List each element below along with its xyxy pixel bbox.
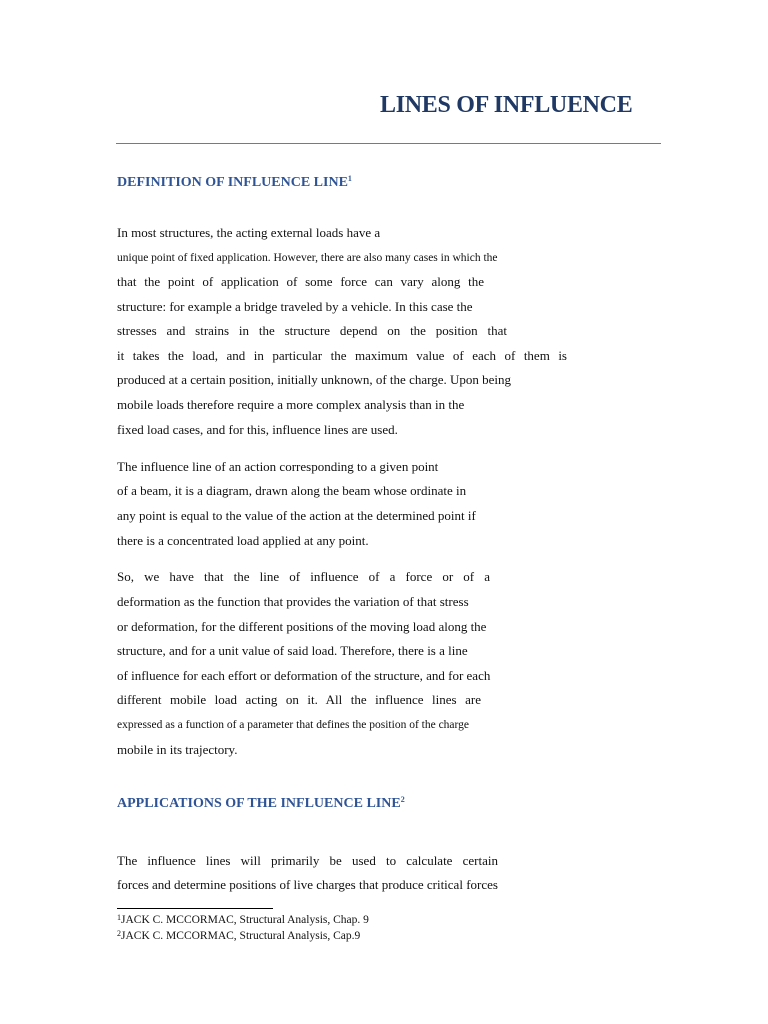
section-heading-definition xyxy=(117,175,352,191)
footnote-ref: 1 xyxy=(347,174,352,183)
text-line: mobile loads therefore require a more complex analysis than in the xyxy=(117,397,465,412)
text-line: produced at a certain position, initially unknown, of the charge. Upon being xyxy=(117,372,511,387)
text-line: stresses and strains in the structure depend on the position that xyxy=(117,323,507,338)
text-line: deformation as the function that provides the variation of that stress xyxy=(117,594,469,609)
text-line: it takes the load, and in particular the maximum value of each of them is xyxy=(117,348,567,363)
text-line: there is a concentrated load applied at any point. xyxy=(117,533,369,548)
section-heading-applications xyxy=(117,796,405,812)
footnote-number: 1 xyxy=(117,913,121,922)
text-line: structure, and for a unit value of said load. Therefore, there is a line xyxy=(117,643,468,658)
footnote-2 xyxy=(117,930,360,942)
title-divider xyxy=(116,143,661,144)
footnote-number: 2 xyxy=(117,929,121,938)
footnote-divider xyxy=(117,908,273,909)
footnote-ref: 2 xyxy=(400,795,405,804)
page-title: LINES OF INFLUENCE xyxy=(380,92,633,118)
text-line: mobile in its trajectory. xyxy=(117,742,238,757)
text-line: fixed load cases, and for this, influence lines are used. xyxy=(117,422,398,437)
text-line: any point is equal to the value of the action at the determined point if xyxy=(117,508,476,523)
text-line: structure: for example a bridge traveled by a vehicle. In this case the xyxy=(117,299,473,314)
text-line: The influence line of an action corresponding to a given point xyxy=(117,459,439,474)
text-line: In most structures, the acting external loads have a xyxy=(117,225,381,240)
text-line: forces and determine positions of live charges that produce critical forces xyxy=(117,877,498,892)
text-line: expressed as a function of a parameter that defines the position of the charge xyxy=(117,719,470,731)
text-line: The influence lines will primarily be used to calculate certain xyxy=(117,853,498,868)
section-heading-text: DEFINITION OF INFLUENCE LINE xyxy=(117,175,348,190)
text-line: So, we have that the line of influence of a force or of a xyxy=(117,569,490,584)
text-line: different mobile load acting on it. All the influence lines are xyxy=(117,692,481,707)
footnote-text: JACK C. MCCORMAC, Structural Analysis, Chap. 9 xyxy=(121,914,369,926)
section-heading-text: APPLICATIONS OF THE INFLUENCE LINE xyxy=(117,796,401,811)
text-line: that the point of application of some force can vary along the xyxy=(117,274,484,289)
text-line: unique point of fixed application. However, there are also many cases in which the xyxy=(117,252,498,264)
text-line: or deformation, for the different positions of the moving load along the xyxy=(117,619,487,634)
footnote-1 xyxy=(117,914,369,926)
text-line: of a beam, it is a diagram, drawn along the beam whose ordinate in xyxy=(117,483,467,498)
footnote-text: JACK C. MCCORMAC, Structural Analysis, Cap.9 xyxy=(121,930,361,942)
text-line: of influence for each effort or deformation of the structure, and for each xyxy=(117,668,491,683)
